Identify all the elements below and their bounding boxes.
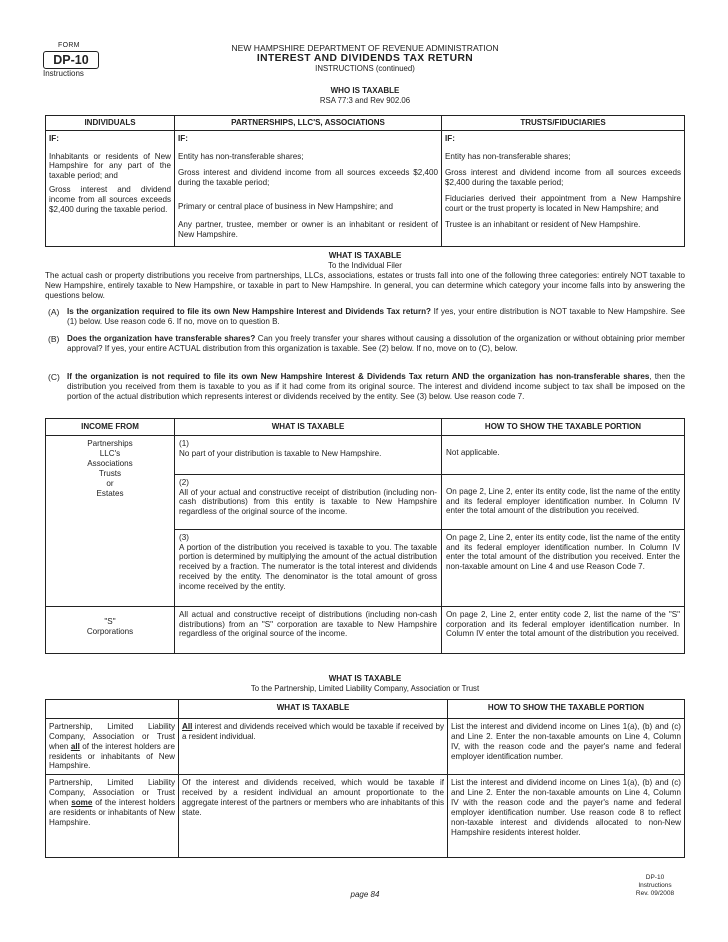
page-title: INTEREST AND DIVIDENDS TAX RETURN xyxy=(256,53,474,64)
footer-form-info xyxy=(620,874,690,897)
question-a-letter: (A) xyxy=(48,307,60,317)
footer-instructions: Instructions xyxy=(638,881,672,889)
question-a-bold: Is the organization required to file its own New Hampshire Interest and Dividends Tax return? xyxy=(67,307,432,316)
question-b-bold: Does the organization have transferable shares? xyxy=(67,334,256,343)
source-line: "S" xyxy=(104,616,116,626)
row-number: (2) xyxy=(179,477,189,487)
what-text: interest and dividends received which would be taxable if received by a resident individual. xyxy=(182,722,444,741)
individuals-cond-2: Gross interest and dividend income from all sources exceeds $2,400 during the taxable period. xyxy=(49,185,171,214)
col-entity xyxy=(46,700,179,719)
all-residents-how: List the interest and dividend income on Lines 1(a), (b) and (c) and Line 2. Enter the non-taxable amounts on Line 4, Column IV, with the reason code and the payer's name and federal employer identification number. xyxy=(448,719,685,775)
some-residents-how: List the interest and dividend income on Lines 1(a), (b) and (c) and Line 2. Enter the non-taxable amounts on Line 4, Column IV with the reason code and the payer's name and federal employer identification number. Use reason code 8 to reflect non-taxable interest and dividends allocated to non-New Hampshire residents interest holder. xyxy=(448,775,685,858)
income-source-partnerships xyxy=(46,435,175,606)
what-emphasis: All xyxy=(182,722,193,731)
source-line: or xyxy=(106,479,114,489)
income-table xyxy=(45,418,685,654)
row-number: (3) xyxy=(179,532,189,542)
row2-what xyxy=(175,474,442,529)
row2-what-text: All of your actual and constructive receipt of distribution (including non-cash distributions) from this entity is taxable to New Hampshire regardless of the original source of the income. xyxy=(179,487,437,517)
question-b-letter: (B) xyxy=(48,334,60,344)
entity-emphasis: all xyxy=(70,741,80,751)
agency-name: NEW HAMPSHIRE DEPARTMENT OF REVENUE ADMINISTRATION xyxy=(231,43,499,53)
individuals-cell xyxy=(46,130,175,246)
if-label: IF: xyxy=(445,133,455,143)
entity-text: of the interest holders are residents or inhabitants of New Hampshire. xyxy=(49,798,175,827)
row3-what xyxy=(175,529,442,606)
entity-text: of the interest holders are residents or inhabitants of New Hampshire. xyxy=(49,741,175,771)
entity-some-residents xyxy=(46,775,179,858)
source-line: LLC's xyxy=(99,448,121,458)
what-individual-title: WHAT IS TAXABLE xyxy=(328,251,402,260)
question-c-letter: (C) xyxy=(48,372,60,382)
page-number: page 84 xyxy=(350,890,380,899)
row1-what-text: No part of your distribution is taxable to New Hampshire. xyxy=(179,448,382,458)
entity-text: Partnership, Limited Liability Company, Association or Trust when xyxy=(49,778,175,808)
question-c xyxy=(45,372,685,402)
trusts-cond-1: Entity has non-transferable shares; xyxy=(445,151,571,161)
partnerships-cond-3: Primary or central place of business in New Hampshire; and xyxy=(178,202,394,212)
what-partnership-title: WHAT IS TAXABLE xyxy=(328,674,402,683)
who-taxable-title: WHO IS TAXABLE xyxy=(330,86,400,95)
what-individual-subtitle: To the Individual Filer xyxy=(328,261,402,270)
col-what-taxable: WHAT IS TAXABLE xyxy=(175,419,442,436)
some-residents-what: Of the interest and dividends received, which would be taxable if received by a resident individual an amount proportionate to the aggregate interest of the partners or members who are inhabitants of this state. xyxy=(179,775,448,858)
row4-what: All actual and constructive receipt of distributions (including non-cash distributions) from an "S" corporation are taxable to New Hampshire regardless of the original source of the income. xyxy=(175,606,442,653)
form-label: FORM xyxy=(58,42,80,49)
source-line: Corporations xyxy=(86,626,134,636)
instructions-label: Instructions xyxy=(43,69,84,78)
col-partnerships: PARTNERSHIPS, LLC'S, ASSOCIATIONS xyxy=(175,116,442,131)
entity-emphasis: some xyxy=(71,798,93,808)
col-what-taxable: WHAT IS TAXABLE xyxy=(179,700,448,719)
partnerships-cond-1: Entity has non-transferable shares; xyxy=(178,151,304,161)
entity-all-residents xyxy=(46,719,179,775)
footer-form: DP-10 xyxy=(645,874,665,881)
page-subtitle: INSTRUCTIONS (continued) xyxy=(315,64,415,73)
col-trusts: TRUSTS/FIDUCIARIES xyxy=(442,116,685,131)
if-label: IF: xyxy=(178,133,188,143)
row2-how: On page 2, Line 2, enter its entity code, list the name of the entity and its federal employer identification number. In Column IV enter the total amount of the distribution you received. xyxy=(442,474,685,529)
who-taxable-table xyxy=(45,115,685,247)
entity-text: Partnership, Limited Liability Company, Association or Trust when xyxy=(49,722,175,751)
source-line: Trusts xyxy=(98,469,122,479)
income-source-s-corp xyxy=(46,606,175,653)
row4-how: On page 2, Line 2, enter entity code 2, list the name of the "S" corporation and its federal employer identification number. In Column IV enter the total amount of the distribution you received. xyxy=(442,606,685,653)
col-how-show: HOW TO SHOW THE TAXABLE PORTION xyxy=(442,419,685,436)
col-individuals: INDIVIDUALS xyxy=(46,116,175,131)
individuals-cond-1: Inhabitants or residents of New Hampshire for any part of the taxable period; and xyxy=(49,151,171,181)
source-line: Associations xyxy=(87,458,133,468)
all-residents-what xyxy=(179,719,448,775)
row-number: (1) xyxy=(179,438,189,448)
question-b-text: Can you freely transfer your shares without causing a dissolution of the organization or without obtaining prior member approval? If yes, your entire ACTUAL distribution from this organization is taxable. See (2) below. If no, move on to (C), below. xyxy=(67,334,685,353)
what-individual-intro: The actual cash or property distributions you receive from partnerships, LLCs, associations, estates or trusts fall into one of the following three categories: entirely NOT taxable to New Hampshire, entirely taxable to New Hampshire, or taxable in part to New Hampshire. In general, you can determine which category your income falls into by answering the questions below. xyxy=(45,271,685,300)
question-c-bold: If the organization is not required to file its own New Hampshire Interest & Dividends Tax return AND the organization has non-transferable shares xyxy=(67,372,650,381)
form-number: DP-10 xyxy=(43,51,99,69)
partnerships-cell xyxy=(175,130,442,246)
question-a-text: If yes, your entire distribution is NOT taxable to New Hampshire. See (1) below. Use reason code 6. If no, move on to question B. xyxy=(67,307,685,326)
row1-what xyxy=(175,435,442,474)
partnership-table xyxy=(45,699,685,858)
what-partnership-subtitle: To the Partnership, Limited Liability Company, Association or Trust xyxy=(250,684,480,693)
source-line: Estates xyxy=(96,489,124,499)
question-c-text: , then the distribution you received from them is taxable to you as if it had come from its original source. The interest and dividend income subject to tax shall be imposed on the portion of the actual distribution which represents interest or dividends received by the entity. See (3) below. Use reason code 7. xyxy=(67,372,685,401)
question-b xyxy=(45,334,685,354)
trusts-cell xyxy=(442,130,685,246)
who-taxable-ref: RSA 77:3 and Rev 902.06 xyxy=(319,96,411,105)
trusts-cond-2: Gross interest and dividend income from all sources exceeds $2,400 during the taxable period; xyxy=(445,168,681,188)
trusts-cond-3: Fiduciaries derived their appointment from a New Hampshire court or the trust property is located in New Hampshire; and xyxy=(445,194,681,214)
source-line: Partnerships xyxy=(87,438,133,448)
partnerships-cond-4: Any partner, trustee, member or owner is an inhabitant or resident of New Hampshire. xyxy=(178,220,438,239)
row1-how: Not applicable. xyxy=(442,435,685,474)
footer-revision: Rev. 09/2008 xyxy=(635,889,675,897)
col-how-show: HOW TO SHOW THE TAXABLE PORTION xyxy=(448,700,685,719)
trusts-cond-4: Trustee is an inhabitant or resident of New Hampshire. xyxy=(445,219,641,229)
if-label: IF: xyxy=(49,133,59,143)
partnerships-cond-2: Gross interest and dividend income from all sources exceeds $2,400 during the taxable period; xyxy=(178,168,438,188)
col-income-from: INCOME FROM xyxy=(46,419,175,436)
row3-how: On page 2, Line 2, enter its entity code, list the name of the entity and its federal employer identification number. In Column IV enter the total amount of the distribution you received. Enter the non-taxable amount on Line 4 and use Reason Code 7. xyxy=(442,529,685,606)
row3-what-text: A portion of the distribution you received is taxable to you. The taxable portion is determined by multiplying the amount of the actual distribution received by a fraction. The numerator is the total interest and dividends received by the entity. The denominator is the total amount of gross income received by the entity. xyxy=(179,542,437,592)
question-a xyxy=(45,307,685,327)
